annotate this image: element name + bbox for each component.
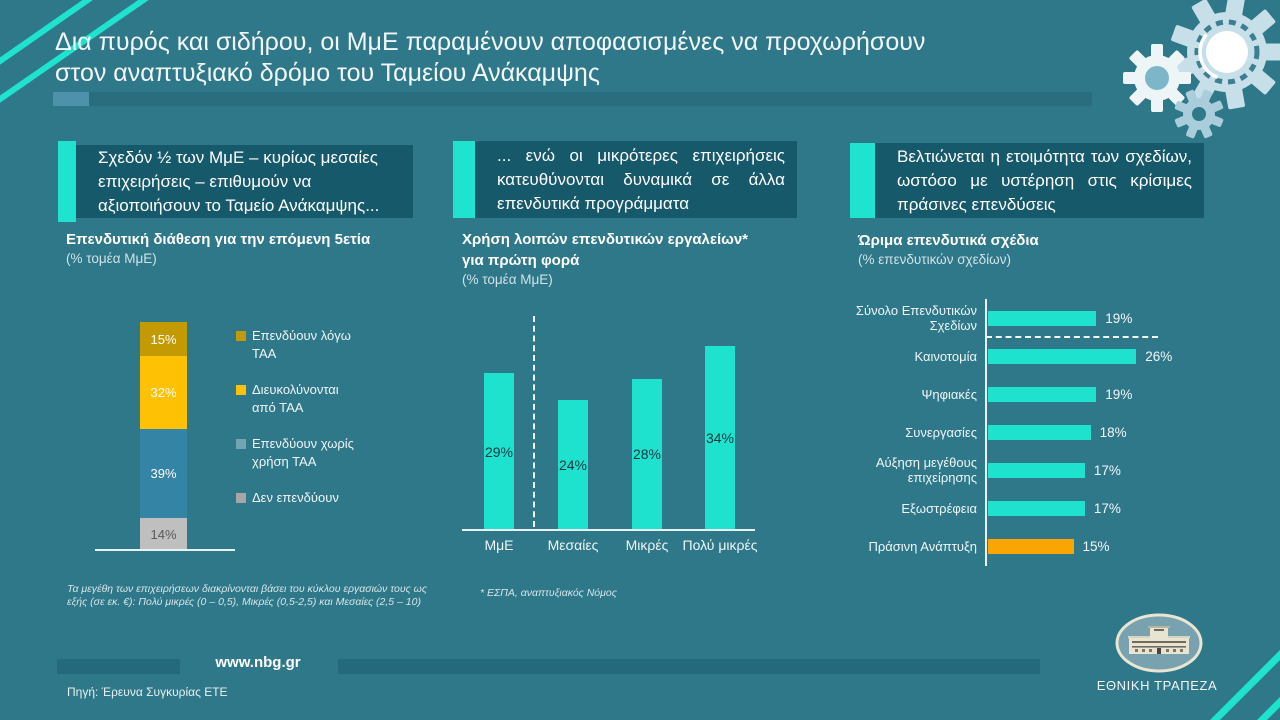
chart1-legend <box>236 327 362 507</box>
hbar-bar <box>988 463 1085 478</box>
chart2-unit-note: (% τομέα ΜμΕ) <box>462 272 553 287</box>
bank-logo-icon <box>1112 612 1207 674</box>
page-title <box>55 27 1015 89</box>
hbar-row <box>855 337 1280 375</box>
chart2-title-line2: για πρώτη φορά <box>462 252 580 269</box>
hbar-category-label: Εξωστρέφεια <box>901 500 977 516</box>
stacked-bar-value-label: 15% <box>150 331 177 347</box>
card2-accent-bar <box>453 141 475 218</box>
chart2-baseline <box>462 529 755 531</box>
column-category-label: Πολύ μικρές <box>682 537 758 553</box>
chart1-footnote: Τα μεγέθη των επιχειρήσεων διακρίνονται βάσει του κύκλου εργασιών τους ως εξής (σε εκ. €): Πολύ μικρές (0 – 0,5), Μικρές (0,5-2,5) και Μεσαίες (2,5 – 10) <box>67 583 427 608</box>
title-line-2: στον αναπτυξιακό δρόμο του Ταμείου Ανάκαμψης <box>55 59 600 87</box>
card3-headline: Βελτιώνεται η ετοιμότητα των σχεδίων, ωστόσο με υστέρηση στις κρίσιμες πράσινες επενδύσεις <box>897 146 1192 214</box>
hbar-category-label: Ψηφιακές <box>921 386 977 402</box>
card2-headline-box <box>475 141 797 218</box>
stacked-bar-segment <box>140 356 187 429</box>
column-category-label: Μικρές <box>625 537 669 553</box>
title-underline-accent <box>53 92 89 106</box>
chart3-title: Ώριμα επενδυτικά σχέδια <box>858 232 1039 249</box>
column-category-label: ΜμΕ <box>484 537 514 553</box>
hbar-bar <box>988 539 1074 554</box>
stacked-bar-value-label: 32% <box>150 385 177 401</box>
chart2-title-line1: Χρήση λοιπών επενδυτικών εργαλείων* <box>462 231 749 248</box>
footer-bar-right <box>338 659 1040 674</box>
stacked-bar-segment <box>140 322 187 356</box>
chart3-dashed-separator <box>986 336 1158 338</box>
hbar-category-label: Σύνολο Επενδυτικών Σχεδίων <box>855 303 977 333</box>
hbar-row <box>855 299 1280 337</box>
chart2-category-axis <box>462 537 756 557</box>
column-chart <box>462 315 756 530</box>
hbar-value-label: 17% <box>1093 500 1121 516</box>
chart2-dashed-separator <box>533 316 535 527</box>
column-category-label: Μεσαίες <box>547 537 599 553</box>
hbar-value-label: 19% <box>1105 310 1133 326</box>
title-underline-band <box>89 92 1092 106</box>
hbar-category-label: Αύξηση μεγέθους επιχείρησης <box>875 455 977 485</box>
card2-headline: ... ενώ οι μικρότερες επιχειρήσεις κατευθύνονται δυναμικά σε άλλα επενδυτικά προγράμματα <box>497 145 785 213</box>
stacked-bar-value-label: 39% <box>150 466 177 482</box>
hbar-bar <box>988 501 1085 516</box>
bank-name: ΕΘΝΙΚΗ ΤΡΑΠΕΖΑ <box>1096 678 1218 693</box>
card3-headline-box <box>875 143 1204 218</box>
hbar-bar <box>988 387 1096 402</box>
chart1-unit-note: (% τομέα ΜμΕ) <box>66 251 157 266</box>
source-note: Πηγή: Έρευνα Συγκυρίας ΕΤΕ <box>67 685 228 699</box>
hbar-value-label: 17% <box>1093 462 1121 478</box>
card3-accent-bar <box>850 143 875 218</box>
column-bar <box>705 346 735 530</box>
column-bar <box>558 400 588 530</box>
hbar-category-label: Συνεργασίες <box>905 424 977 440</box>
hbar-row <box>855 413 1280 451</box>
hbar-value-label: 15% <box>1082 538 1110 554</box>
column-bar <box>484 373 514 530</box>
hbar-category-label: Καινοτομία <box>914 348 977 364</box>
legend-swatch <box>236 493 246 503</box>
legend-swatch <box>236 331 246 341</box>
stacked-bar-chart <box>140 322 187 550</box>
legend-label: Δεν επενδύουν <box>252 490 339 505</box>
legend-swatch <box>236 385 246 395</box>
column-bar-value-label: 34% <box>705 430 735 447</box>
legend-item <box>236 489 362 507</box>
hbar-bar <box>988 311 1096 326</box>
column-bar <box>632 379 662 530</box>
legend-label: Διευκολύνονται από ΤΑΑ <box>252 382 339 415</box>
hbar-row <box>855 375 1280 413</box>
hbar-row <box>855 451 1280 489</box>
horizontal-bar-chart <box>855 299 1280 565</box>
hbar-bar <box>988 349 1136 364</box>
stacked-bar-segment <box>140 518 187 550</box>
column-bar-value-label: 28% <box>632 446 662 463</box>
hbar-row <box>855 527 1280 565</box>
legend-item <box>236 327 362 363</box>
stacked-bar-segment <box>140 429 187 518</box>
legend-item <box>236 381 362 417</box>
card1-headline: Σχεδόν ½ των ΜμΕ – κυρίως μεσαίες επιχειρήσεις – επιθυμούν να αξιοποιήσουν το Ταμείο Ανάκαμψης... <box>98 147 380 215</box>
gears-icon <box>1108 0 1280 140</box>
legend-swatch <box>236 439 246 449</box>
hbar-value-label: 19% <box>1105 386 1133 402</box>
hbar-bar <box>988 425 1091 440</box>
website-link[interactable]: www.nbg.gr <box>215 654 301 671</box>
title-line-1: Δια πυρός και σιδήρου, οι ΜμΕ παραμένουν αποφασισμένες να προχωρήσουν <box>55 28 926 56</box>
card1-accent-bar <box>58 141 76 222</box>
footer-bar-left <box>57 659 180 674</box>
hbar-row <box>855 489 1280 527</box>
chart1-baseline <box>95 549 235 551</box>
hbar-category-label: Πράσινη Ανάπτυξη <box>868 538 977 554</box>
legend-label: Επενδύουν λόγω ΤΑΑ <box>252 328 351 361</box>
chart1-title: Επενδυτική διάθεση για την επόμενη 5ετία <box>66 231 371 248</box>
card1-headline-box <box>76 145 413 218</box>
legend-label: Επενδύουν χωρίς χρήση ΤΑΑ <box>252 436 354 469</box>
hbar-value-label: 26% <box>1145 348 1173 364</box>
hbar-value-label: 18% <box>1099 424 1127 440</box>
column-bar-value-label: 29% <box>484 443 514 460</box>
stacked-bar-value-label: 14% <box>150 526 177 542</box>
chart3-unit-note: (% επενδυτικών σχεδίων) <box>858 252 1011 267</box>
column-bar-value-label: 24% <box>558 457 588 474</box>
chart2-footnote: * ΕΣΠΑ, αναπτυξιακός Νόμος <box>480 587 617 599</box>
legend-item <box>236 435 362 471</box>
